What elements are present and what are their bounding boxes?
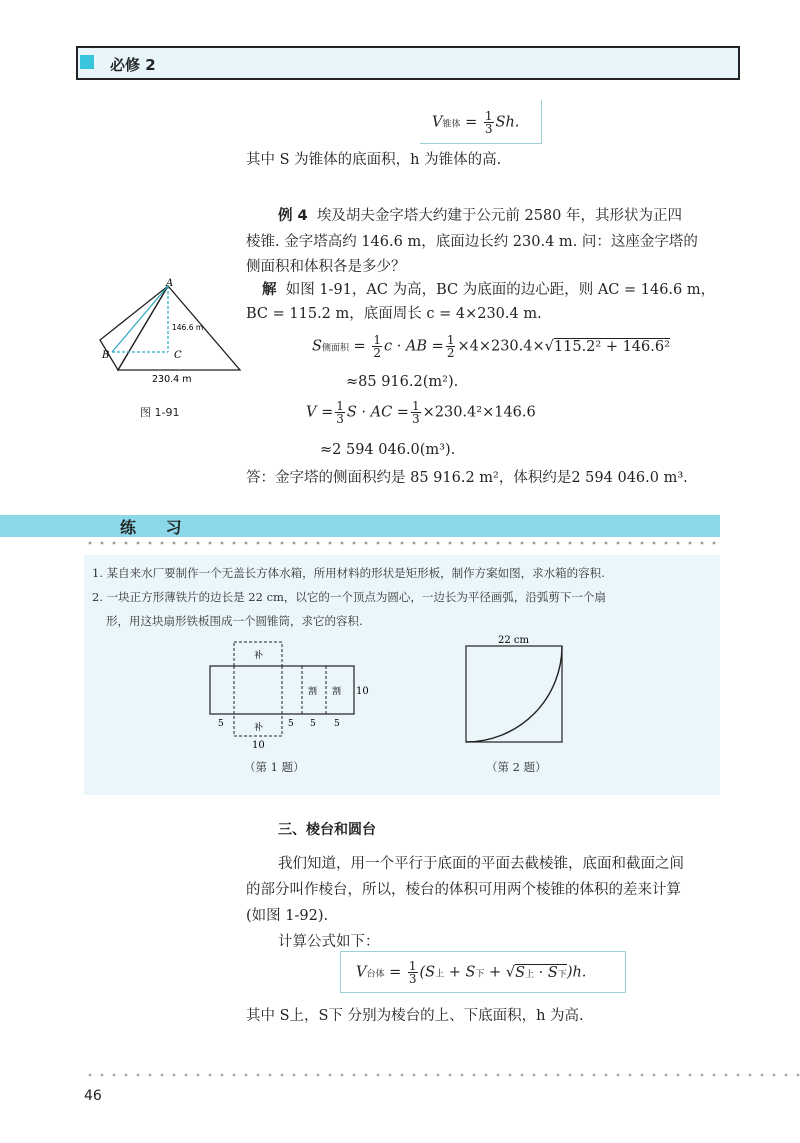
lateral-area-formula: S侧面积 = $\frac{1}{2}$ c · AB = $\frac{1}{2}$ ×4×230.4×√115.2² + 146.6² (312, 333, 670, 360)
exercise-q2-line1: 2. 一块正方形薄铁片的边长是 22 cm，以它的一个顶点为圆心，一边长为平径画弧，沿弧剪下一个扇 (92, 590, 606, 604)
exercise-title-bar (0, 515, 720, 537)
exercise-dots-divider (84, 541, 720, 545)
label-ge-2: 割 (332, 687, 342, 697)
exercise-title: 练 习 (120, 518, 194, 537)
label-bu-top: 补 (254, 651, 264, 661)
label-b: B (102, 350, 110, 361)
arc (466, 646, 562, 742)
header-title: 必修 2 (110, 56, 156, 74)
figure-q2-caption: （第 2 题） (486, 760, 547, 774)
answer-line: 答：金字塔的侧面积约是 85 916.2 m²，体积约是2 594 046.0 m³. (246, 470, 688, 486)
label-c: C (174, 350, 182, 361)
frustum-note: 其中 S上，S下 分别为棱台的上、下底面积，h 为高. (246, 1008, 584, 1024)
dim-5d: 5 (334, 719, 340, 729)
label-bu-bottom: 补 (254, 723, 264, 733)
square (466, 646, 562, 742)
pyramid-figure (90, 278, 250, 385)
footer-dots-divider (84, 1073, 800, 1077)
frustum-formula: V台体 = $\frac{1}{3}$ (S上 + S下 + √S上 · S下)h. (356, 959, 587, 986)
dim-bottom: 10 (252, 740, 265, 751)
lateral-area-result: ≈85 916.2(m²). (346, 374, 459, 390)
section-p1-line1: 我们知道，用一个平行于底面的平面去截棱锥，底面和截面之间 (278, 856, 684, 872)
example-line-3: 侧面积和体积各是多少？ (246, 259, 406, 275)
water-tank-net-figure (206, 638, 369, 754)
square-sector-figure (460, 632, 570, 752)
cone-note: 其中 S 为锥体的底面积，h 为锥体的高. (246, 152, 502, 168)
example-line-2: 棱锥. 金字塔高约 146.6 m，底面边长约 230.4 m. 问：这座金字塔的 (246, 234, 698, 250)
dim-right: 10 (356, 686, 369, 697)
volume-formula: V = $\frac{1}{3}$ S · AC = $\frac{1}{3}$ ×230.4²×146.6 (306, 399, 536, 426)
section-p2: 计算公式如下： (278, 934, 380, 950)
dim-5c: 5 (310, 719, 316, 729)
base-label: 230.4 m (152, 374, 192, 385)
exercise-q1: 1. 某自来水厂要制作一个无盖长方体水箱，所用材料的形状是矩形板，制作方案如图，求水箱的容积. (92, 566, 605, 580)
dim-5a: 5 (218, 719, 224, 729)
top-label: 22 cm (498, 635, 529, 646)
slant-height-line (112, 286, 168, 352)
label-ge-1: 割 (308, 687, 318, 697)
label-a: A (166, 278, 174, 289)
volume-result: ≈2 594 046.0(m³). (320, 442, 456, 458)
height-label: 146.6 m (172, 323, 204, 332)
solution-line-1: 解 如图 1-91，AC 为高，BC 为底面的边心距，则 AC = 146.6 m， (262, 282, 716, 298)
figure-191-caption: 图 1-91 (140, 406, 180, 419)
section-title: 三、棱台和圆台 (278, 822, 376, 838)
page-number: 46 (84, 1088, 102, 1104)
header-square-icon (80, 55, 94, 69)
solution-line-2: BC = 115.2 m，底面周长 c = 4×230.4 m. (246, 306, 542, 322)
section-p1-line2: 的部分叫作棱台，所以，棱台的体积可用两个棱锥的体积的差来计算 (246, 882, 681, 898)
dim-5b: 5 (288, 719, 294, 729)
exercise-q2-line2: 形，用这块扇形铁板围成一个圆锥筒，求它的容积. (106, 614, 363, 628)
example-line-1: 例 4 埃及胡夫金字塔大约建于公元前 2580 年，其形状为正四 (278, 208, 682, 224)
section-p1-line3: (如图 1-92). (246, 908, 329, 924)
cone-formula: V锥体 = $\frac{1}{3}$ Sh. (432, 109, 520, 136)
header-bar (76, 46, 740, 80)
figure-q1-caption: （第 1 题） (244, 760, 305, 774)
